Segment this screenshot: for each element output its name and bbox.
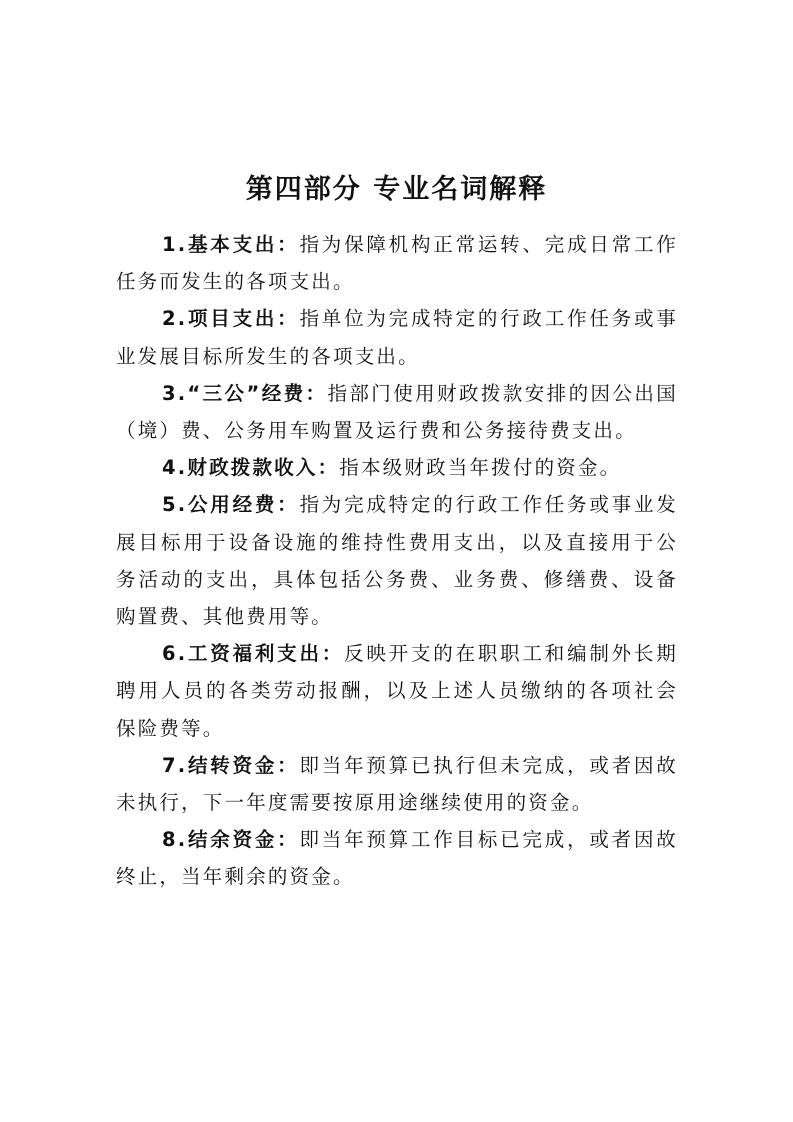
glossary-item-fiscal-appropriation-income [116,449,678,486]
glossary-term: 4.财政拨款收入： [162,456,340,480]
glossary-term: 7.结转资金： [162,753,300,777]
glossary-list [116,226,678,896]
glossary-definition: 指单位为完成特定的行政工作任务或事业发展目标所发生的各项支出。 [116,307,678,368]
glossary-term: 5.公用经费： [162,493,300,517]
glossary-definition: 指为完成特定的行政工作任务或事业发展目标用于设备设施的维持性费用支出，以及直接用于公务活动的支出，具体包括公务费、业务费、修缮费、设备购置费、其他费用等。 [116,493,678,629]
glossary-term: 8.结余资金： [162,828,300,852]
glossary-definition: 反映开支的在职职工和编制外长期聘用人员的各类劳动报酬，以及上述人员缴纳的各项社会保险费等。 [116,642,678,740]
glossary-definition: 即当年预算已执行但未完成，或者因故未执行，下一年度需要按原用途继续使用的资金。 [116,753,678,815]
glossary-item-public-funds [116,486,678,635]
glossary-term: 1.基本支出： [162,233,300,256]
glossary-definition: 指本级财政当年拨付的资金。 [339,456,622,480]
glossary-item-project-expenditure [116,300,678,374]
glossary-term: 2.项目支出： [162,307,300,331]
glossary-item-surplus-funds [116,821,678,895]
glossary-item-wages-benefits [116,635,678,747]
glossary-definition: 指为保障机构正常运转、完成日常工作任务而发生的各项支出。 [116,233,678,294]
glossary-item-basic-expenditure [116,226,678,300]
glossary-definition: 即当年预算工作目标已完成，或者因故终止，当年剩余的资金。 [116,828,678,889]
glossary-term: 6.工资福利支出： [162,642,345,666]
glossary-item-carryover-funds [116,747,678,821]
glossary-definition: 指部门使用财政拨款安排的因公出国（境）费、公务用车购置及运行费和公务接待费支出。 [116,381,678,443]
glossary-term: 3.“三公”经费： [162,381,328,405]
page-title: 第四部分 专业名词解释 [245,174,548,205]
glossary-item-three-public-expenses [116,375,678,449]
